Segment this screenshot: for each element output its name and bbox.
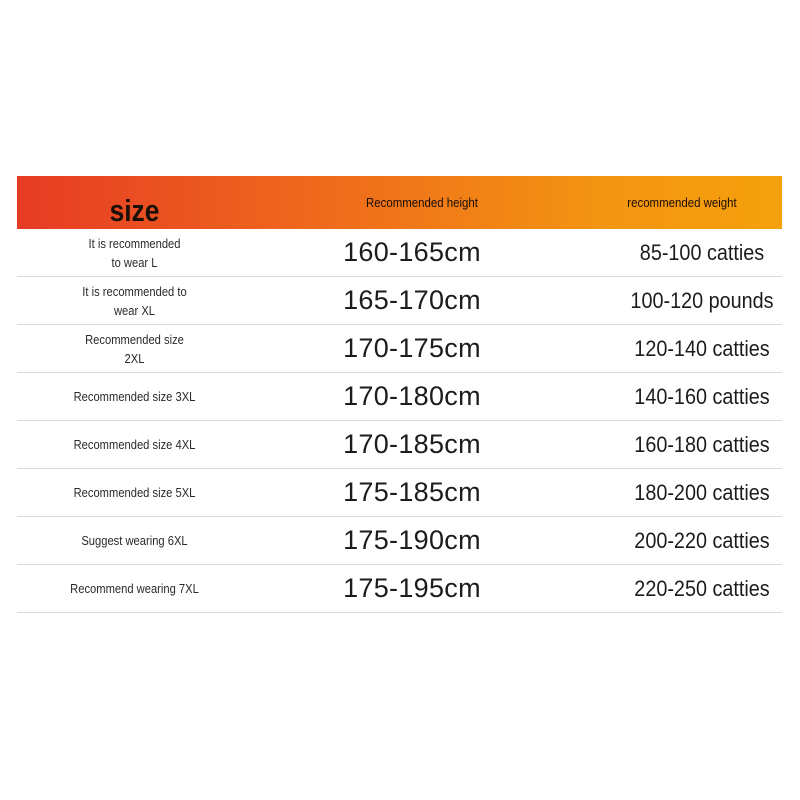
height-range: 175-190cm: [343, 525, 481, 555]
height-range: 160-165cm: [343, 237, 481, 267]
table-row: [17, 565, 782, 613]
table-header: [17, 176, 782, 229]
size-recommendation: It is recommended to wear XL: [82, 283, 187, 318]
table-row: [17, 421, 782, 469]
table-row: [17, 469, 782, 517]
weight-range: 220-250 catties: [634, 575, 770, 601]
height-range: 170-175cm: [343, 333, 481, 363]
table-row: [17, 277, 782, 325]
size-recommendation: Recommended size 3XL: [73, 389, 196, 404]
weight-range: 120-140 catties: [634, 335, 770, 361]
header-weight: recommended weight: [627, 195, 737, 210]
height-range: 175-195cm: [343, 573, 481, 603]
weight-range: 140-160 catties: [634, 383, 770, 409]
size-recommendation: Recommended size 5XL: [73, 485, 196, 500]
size-recommendation: Recommended size 4XL: [73, 437, 196, 452]
size-recommendation: It is recommended to wear L: [88, 235, 181, 270]
table-row: [17, 517, 782, 565]
table-row: [17, 229, 782, 277]
weight-range: 180-200 catties: [634, 479, 770, 505]
height-range: 175-185cm: [343, 477, 481, 507]
weight-range: 85-100 catties: [639, 239, 765, 265]
height-range: 170-185cm: [343, 429, 481, 459]
size-chart: [17, 176, 782, 625]
height-range: 170-180cm: [343, 381, 481, 411]
size-recommendation: Suggest wearing 6XL: [81, 533, 188, 548]
weight-range: 200-220 catties: [634, 527, 770, 553]
size-recommendation: Recommend wearing 7XL: [70, 581, 199, 596]
header-size: size: [109, 192, 160, 228]
header-height: Recommended height: [366, 195, 478, 210]
weight-range: 100-120 pounds: [630, 287, 774, 313]
weight-range: 160-180 catties: [634, 431, 770, 457]
table-bottom-edge: [17, 613, 782, 625]
size-recommendation: Recommended size 2XL: [85, 331, 184, 366]
table-row: [17, 325, 782, 373]
table-row: [17, 373, 782, 421]
height-range: 165-170cm: [343, 285, 481, 315]
